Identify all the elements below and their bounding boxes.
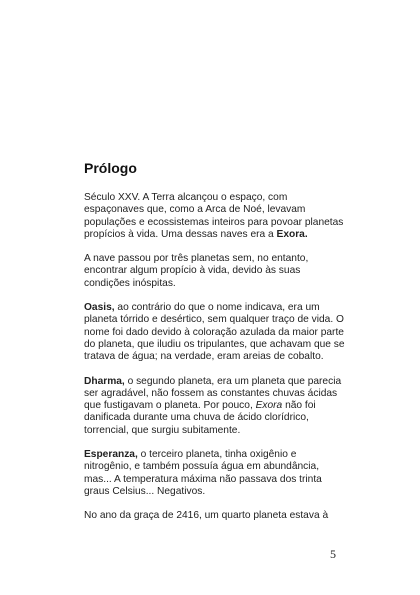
chapter-title: Prólogo <box>84 160 137 176</box>
paragraph-4-text-a: o segundo planeta, era um planeta que parecia ser agradável, não fossem as constantes chuvas ácidas que fustigavam o planeta. Por pouco, <box>84 375 342 412</box>
paragraph-2-text: A nave passou por três planetas sem, no entanto, encontrar algum propício à vida, devido às suas condições inóspitas. <box>84 253 309 289</box>
paragraph-4 <box>84 376 346 437</box>
page-number: 5 <box>330 547 336 561</box>
paragraph-5-text: o terceiro planeta, tinha oxigênio e nitrogênio, e também possuía água em abundância, mas... A temperatura máxima não passava dos trinta graus Celsius... Negativos. <box>84 449 322 497</box>
paragraph-1 <box>84 192 346 241</box>
paragraph-2 <box>84 253 346 290</box>
planet-dharma: Dharma, <box>84 375 125 387</box>
paragraph-3 <box>84 302 346 363</box>
paragraph-3-text: ao contrário do que o nome indicava, era um planeta tórrido e desértico, sem qualquer traço de vida. O nome foi dado devido à coloração azulada da maior parte do planeta, que iludiu os tripulantes, que achavam que se tratava de água; na verdade, eram areias de cobalto. <box>84 302 345 363</box>
paragraph-6-text: No ano da graça de 2416, um quarto planeta estava à <box>84 510 329 522</box>
planet-esperanza: Esperanza, <box>84 449 138 461</box>
ship-name: Exora. <box>276 228 308 240</box>
paragraph-4-text-b: não foi danificada durante uma chuva de ácido clorídrico, torrencial, que surgiu subitamente. <box>84 400 316 436</box>
paragraph-5 <box>84 449 346 498</box>
page-content <box>84 160 346 535</box>
planet-oasis: Oasis, <box>84 302 115 314</box>
ship-name-italic: Exora <box>255 400 283 412</box>
paragraph-1-text: Século XXV. A Terra alcançou o espaço, com espaçonaves que, como a Arca de Noé, levavam populações e ecossistemas inteiros para povoar planetas propícios à vida. Uma dessas naves era a <box>84 192 344 240</box>
paragraph-6 <box>84 510 346 522</box>
